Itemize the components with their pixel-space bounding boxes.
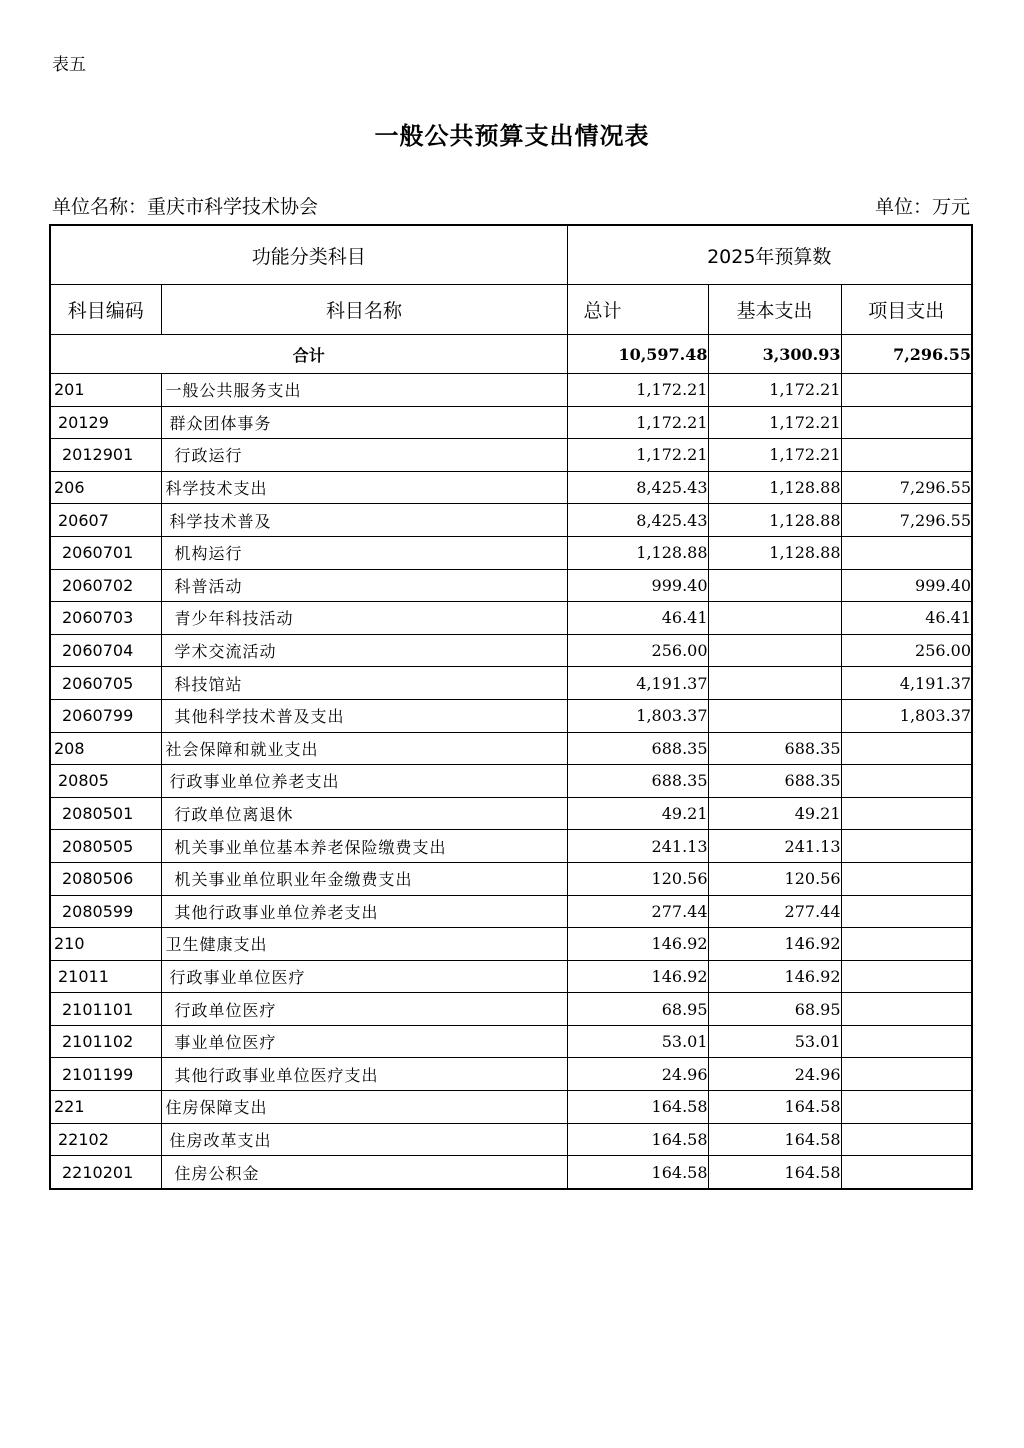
subject-code: 22102 <box>50 1123 161 1156</box>
project-amount <box>841 797 972 830</box>
total-amount: 49.21 <box>567 797 708 830</box>
table-row <box>50 830 972 863</box>
subject-code: 2210201 <box>50 1156 161 1189</box>
subject-name: 群众团体事务 <box>161 406 567 439</box>
table-row <box>50 504 972 537</box>
total-amount: 1,172.21 <box>567 374 708 407</box>
total-amount: 1,803.37 <box>567 699 708 732</box>
header-total: 总计 <box>567 285 708 335</box>
project-amount <box>841 862 972 895</box>
basic-amount: 688.35 <box>708 732 841 765</box>
basic-amount <box>708 699 841 732</box>
basic-amount: 241.13 <box>708 830 841 863</box>
subject-code: 21011 <box>50 960 161 993</box>
table-row <box>50 797 972 830</box>
subject-name: 科学技术支出 <box>161 471 567 504</box>
total-amount: 24.96 <box>567 1058 708 1091</box>
header-subject-code: 科目编码 <box>50 285 161 335</box>
project-amount <box>841 765 972 798</box>
total-amount: 241.13 <box>567 830 708 863</box>
project-amount <box>841 830 972 863</box>
total-amount: 688.35 <box>567 732 708 765</box>
subject-name: 行政事业单位医疗 <box>161 960 567 993</box>
total-amount: 8,425.43 <box>567 471 708 504</box>
basic-amount: 24.96 <box>708 1058 841 1091</box>
subject-code: 208 <box>50 732 161 765</box>
total-amount: 999.40 <box>567 569 708 602</box>
table-row <box>50 471 972 504</box>
subject-name: 住房保障支出 <box>161 1091 567 1124</box>
basic-amount: 68.95 <box>708 993 841 1026</box>
total-amount: 120.56 <box>567 862 708 895</box>
project-amount <box>841 406 972 439</box>
total-amount: 1,172.21 <box>567 406 708 439</box>
table-row <box>50 960 972 993</box>
header-subject-name: 科目名称 <box>161 285 567 335</box>
subject-code: 20607 <box>50 504 161 537</box>
table-row <box>50 895 972 928</box>
subject-code: 2080501 <box>50 797 161 830</box>
total-amount: 146.92 <box>567 928 708 961</box>
basic-amount <box>708 569 841 602</box>
basic-amount: 146.92 <box>708 960 841 993</box>
subject-name: 社会保障和就业支出 <box>161 732 567 765</box>
header-basic-expenditure: 基本支出 <box>708 285 841 335</box>
basic-amount <box>708 602 841 635</box>
table-row <box>50 439 972 472</box>
total-amount: 164.58 <box>567 1123 708 1156</box>
total-amount: 688.35 <box>567 765 708 798</box>
subject-name: 卫生健康支出 <box>161 928 567 961</box>
basic-amount: 1,128.88 <box>708 471 841 504</box>
basic-amount: 120.56 <box>708 862 841 895</box>
table-row <box>50 1091 972 1124</box>
basic-amount: 164.58 <box>708 1091 841 1124</box>
subject-name: 住房公积金 <box>161 1156 567 1189</box>
project-amount: 46.41 <box>841 602 972 635</box>
table-row <box>50 699 972 732</box>
table-number: 表五 <box>52 55 86 75</box>
project-amount: 7,296.55 <box>841 471 972 504</box>
total-amount: 277.44 <box>567 895 708 928</box>
header-functional-classification: 功能分类科目 <box>50 225 567 285</box>
basic-amount <box>708 634 841 667</box>
project-amount <box>841 1058 972 1091</box>
basic-amount: 688.35 <box>708 765 841 798</box>
subject-name: 行政单位医疗 <box>161 993 567 1026</box>
project-amount <box>841 536 972 569</box>
table-row <box>50 634 972 667</box>
subject-name: 青少年科技活动 <box>161 602 567 635</box>
total-amount: 164.58 <box>567 1156 708 1189</box>
page-title: 一般公共预算支出情况表 <box>374 121 650 150</box>
basic-amount: 1,172.21 <box>708 374 841 407</box>
subject-name: 其他行政事业单位养老支出 <box>161 895 567 928</box>
table-row <box>50 536 972 569</box>
basic-amount <box>708 667 841 700</box>
table-row <box>50 1156 972 1189</box>
table-row <box>50 569 972 602</box>
basic-amount: 1,128.88 <box>708 536 841 569</box>
project-amount <box>841 993 972 1026</box>
subject-name: 行政运行 <box>161 439 567 472</box>
subject-name: 事业单位医疗 <box>161 1025 567 1058</box>
basic-amount: 146.92 <box>708 928 841 961</box>
subject-code: 2080599 <box>50 895 161 928</box>
subject-name: 一般公共服务支出 <box>161 374 567 407</box>
subject-code: 206 <box>50 471 161 504</box>
table-row <box>50 928 972 961</box>
table-row <box>50 406 972 439</box>
table-row <box>50 732 972 765</box>
total-amount: 146.92 <box>567 960 708 993</box>
subject-code: 210 <box>50 928 161 961</box>
basic-amount: 49.21 <box>708 797 841 830</box>
total-amount: 10,597.48 <box>567 335 708 374</box>
table-row <box>50 765 972 798</box>
total-amount: 68.95 <box>567 993 708 1026</box>
subject-name: 行政单位离退休 <box>161 797 567 830</box>
total-amount: 4,191.37 <box>567 667 708 700</box>
project-amount <box>841 895 972 928</box>
total-project: 7,296.55 <box>841 335 972 374</box>
total-amount: 1,128.88 <box>567 536 708 569</box>
table-header-row-2 <box>50 285 972 335</box>
project-amount <box>841 732 972 765</box>
basic-amount: 1,172.21 <box>708 406 841 439</box>
subject-name: 其他科学技术普及支出 <box>161 699 567 732</box>
total-row <box>50 335 972 374</box>
total-amount: 1,172.21 <box>567 439 708 472</box>
table-row <box>50 1058 972 1091</box>
project-amount <box>841 374 972 407</box>
budget-table <box>49 224 973 1190</box>
subject-name: 机关事业单位职业年金缴费支出 <box>161 862 567 895</box>
project-amount <box>841 1156 972 1189</box>
subject-name: 机构运行 <box>161 536 567 569</box>
total-amount: 46.41 <box>567 602 708 635</box>
basic-amount: 1,128.88 <box>708 504 841 537</box>
subject-code: 2101199 <box>50 1058 161 1091</box>
project-amount: 256.00 <box>841 634 972 667</box>
project-amount <box>841 928 972 961</box>
subject-code: 2101102 <box>50 1025 161 1058</box>
subject-code: 2060705 <box>50 667 161 700</box>
table-row <box>50 1025 972 1058</box>
total-amount: 256.00 <box>567 634 708 667</box>
total-basic: 3,300.93 <box>708 335 841 374</box>
basic-amount: 164.58 <box>708 1123 841 1156</box>
project-amount: 999.40 <box>841 569 972 602</box>
subject-code: 2060703 <box>50 602 161 635</box>
subject-code: 2060701 <box>50 536 161 569</box>
basic-amount: 1,172.21 <box>708 439 841 472</box>
subject-code: 201 <box>50 374 161 407</box>
subject-code: 20129 <box>50 406 161 439</box>
table-row <box>50 667 972 700</box>
table-header-row-1 <box>50 225 972 285</box>
table-row <box>50 602 972 635</box>
table-row <box>50 374 972 407</box>
subject-name: 科技馆站 <box>161 667 567 700</box>
project-amount <box>841 960 972 993</box>
subject-name: 住房改革支出 <box>161 1123 567 1156</box>
header-budget-2025: 2025年预算数 <box>567 225 972 285</box>
total-amount: 164.58 <box>567 1091 708 1124</box>
table-row <box>50 862 972 895</box>
subject-name: 科学技术普及 <box>161 504 567 537</box>
subject-name: 科普活动 <box>161 569 567 602</box>
total-amount: 8,425.43 <box>567 504 708 537</box>
table-row <box>50 1123 972 1156</box>
project-amount: 7,296.55 <box>841 504 972 537</box>
table-row <box>50 993 972 1026</box>
project-amount: 1,803.37 <box>841 699 972 732</box>
project-amount <box>841 1091 972 1124</box>
total-amount: 53.01 <box>567 1025 708 1058</box>
subject-code: 2080506 <box>50 862 161 895</box>
subject-name: 机关事业单位基本养老保险缴费支出 <box>161 830 567 863</box>
subject-code: 2012901 <box>50 439 161 472</box>
project-amount <box>841 1123 972 1156</box>
total-label: 合计 <box>50 335 567 374</box>
project-amount: 4,191.37 <box>841 667 972 700</box>
subject-name: 其他行政事业单位医疗支出 <box>161 1058 567 1091</box>
subject-code: 2060702 <box>50 569 161 602</box>
currency-unit: 单位：万元 <box>874 196 970 218</box>
unit-name: 单位名称：重庆市科学技术协会 <box>52 196 319 218</box>
basic-amount: 53.01 <box>708 1025 841 1058</box>
subject-code: 20805 <box>50 765 161 798</box>
header-project-expenditure: 项目支出 <box>841 285 972 335</box>
subject-code: 2101101 <box>50 993 161 1026</box>
project-amount <box>841 1025 972 1058</box>
subject-code: 2080505 <box>50 830 161 863</box>
basic-amount: 164.58 <box>708 1156 841 1189</box>
subject-code: 221 <box>50 1091 161 1124</box>
subject-name: 行政事业单位养老支出 <box>161 765 567 798</box>
subject-name: 学术交流活动 <box>161 634 567 667</box>
subject-code: 2060799 <box>50 699 161 732</box>
subject-code: 2060704 <box>50 634 161 667</box>
project-amount <box>841 439 972 472</box>
basic-amount: 277.44 <box>708 895 841 928</box>
